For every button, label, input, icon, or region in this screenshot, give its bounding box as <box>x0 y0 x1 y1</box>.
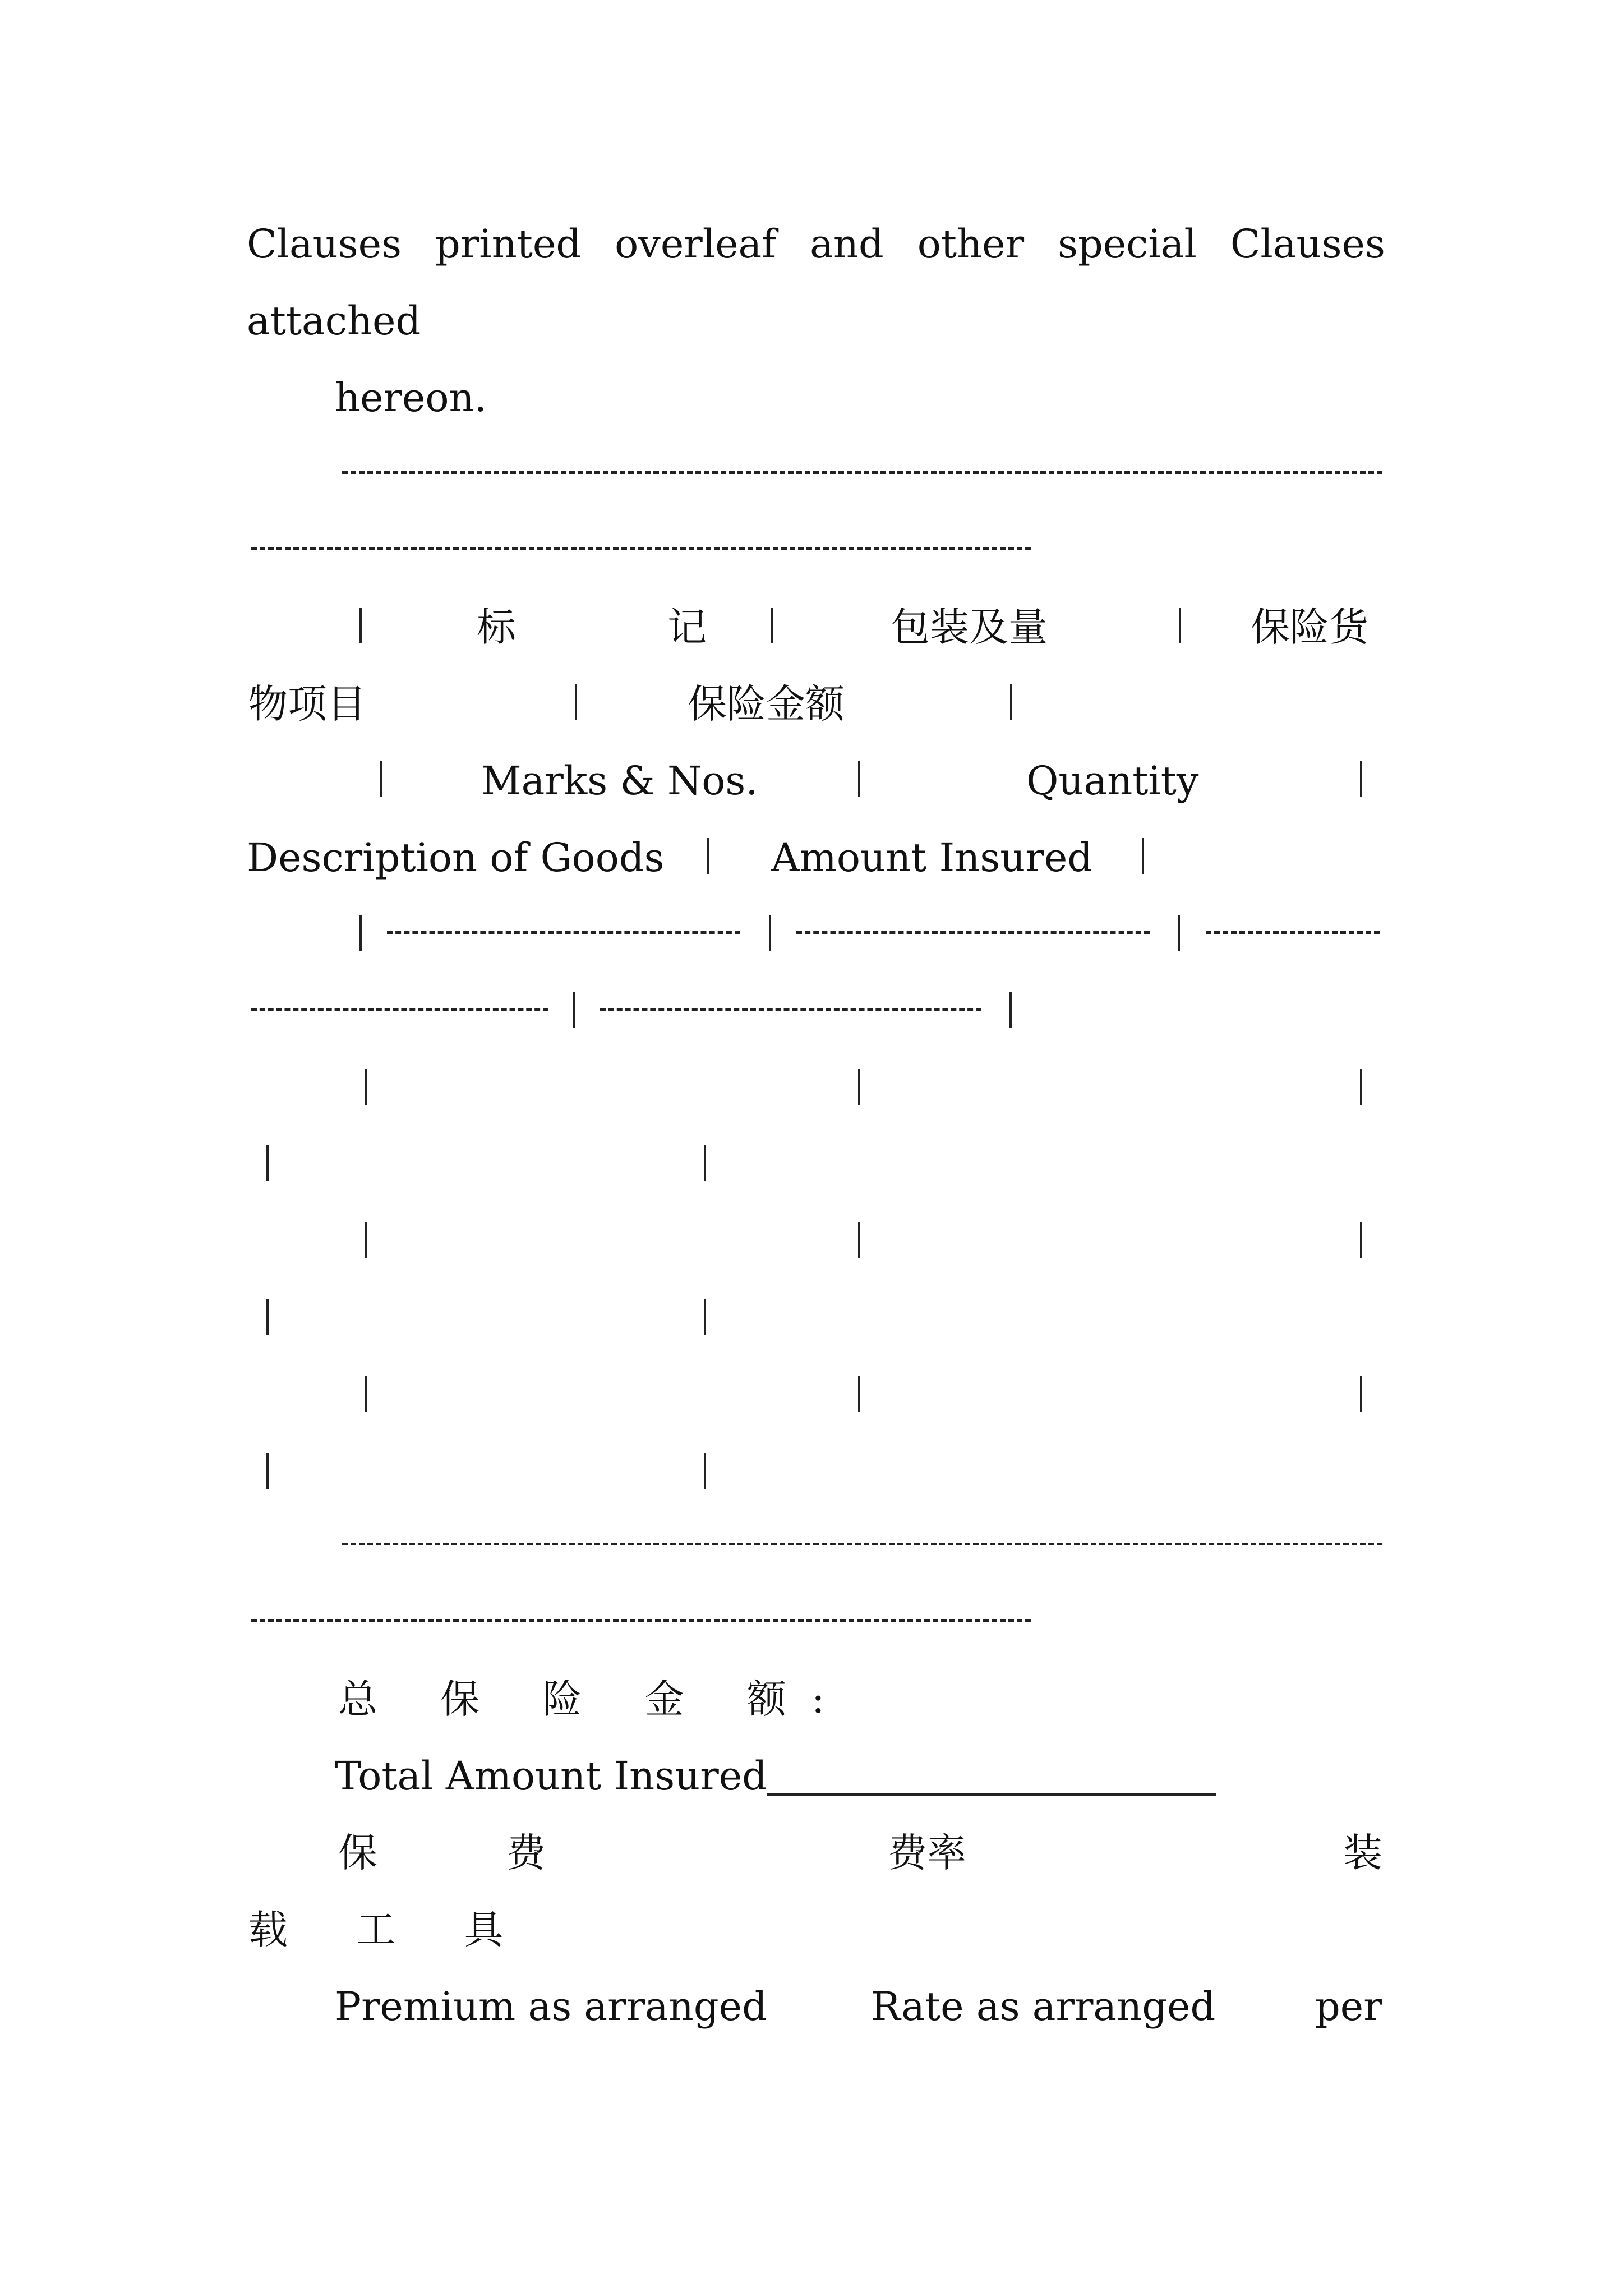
table-col-divider <box>1360 761 1362 797</box>
table-col-divider <box>1178 915 1180 951</box>
table-col-divider <box>365 1222 367 1258</box>
table-col-divider <box>704 1145 706 1181</box>
table-col-divider <box>1009 992 1012 1028</box>
rate-cn: 费率 <box>888 1830 966 1876</box>
intro-line-3: hereon. <box>335 375 487 421</box>
table-top-rule-b <box>251 547 1031 550</box>
header-separator-seg <box>600 1008 981 1011</box>
table-col-divider <box>707 838 709 874</box>
table-col-divider <box>359 608 362 643</box>
intro-line-2: attached <box>247 298 421 344</box>
header-cn-amount: 保险金额 <box>688 681 845 727</box>
table-col-divider <box>858 761 860 797</box>
total-insured-en: Total Amount Insured <box>335 1753 767 1799</box>
header-separator-seg <box>1206 931 1380 934</box>
table-col-divider <box>1142 838 1144 874</box>
intro-word: and <box>810 221 884 267</box>
table-col-divider <box>1010 684 1012 720</box>
intro-word: overleaf <box>615 221 777 267</box>
intro-line-1 <box>247 221 1385 267</box>
table-col-divider <box>573 992 575 1028</box>
header-separator-seg <box>387 931 740 934</box>
header-separator-seg <box>796 931 1150 934</box>
table-col-divider <box>359 915 362 951</box>
table-col-divider <box>266 1299 269 1335</box>
header-cn-packing: 包装及量 <box>891 604 1048 650</box>
table-col-divider <box>771 608 773 643</box>
intro-word: printed <box>435 221 582 267</box>
intro-word: Clauses <box>1230 221 1385 267</box>
header-separator-seg <box>251 1008 548 1011</box>
header-cn-goods-part1: 保险货 <box>1251 604 1368 650</box>
table-col-divider <box>858 1222 860 1258</box>
header-cn-goods-part2: 物项目 <box>248 681 366 727</box>
table-bottom-rule-b <box>251 1619 1031 1622</box>
premium-en: Premium as arranged <box>335 1984 767 2030</box>
table-col-divider <box>365 1069 367 1105</box>
table-col-divider <box>1179 608 1181 643</box>
header-en-amount: Amount Insured <box>771 835 1093 881</box>
conveyance-cn-part2: 载 工 具 <box>248 1907 532 1953</box>
intro-word: Clauses <box>247 221 402 267</box>
table-col-divider <box>858 1376 860 1412</box>
table-col-divider <box>266 1145 269 1181</box>
total-insured-cn: 总 保 险 金 额: <box>338 1676 850 1722</box>
table-col-divider <box>769 915 771 951</box>
per-en: per <box>1315 1984 1382 2030</box>
table-top-rule-a <box>342 471 1382 474</box>
table-col-divider <box>380 761 382 797</box>
table-col-divider <box>704 1299 706 1335</box>
header-en-quantity: Quantity <box>1026 758 1199 804</box>
header-en-description: Description of Goods <box>247 835 665 881</box>
table-bottom-rule-a <box>342 1543 1382 1545</box>
table-col-divider <box>266 1453 269 1489</box>
header-cn-marks: 标 记 <box>477 604 763 650</box>
table-col-divider <box>1360 1376 1362 1412</box>
table-col-divider <box>704 1453 706 1489</box>
header-en-marks: Marks & Nos. <box>481 758 758 804</box>
total-insured-blank <box>767 1761 1216 1796</box>
table-col-divider <box>365 1376 367 1412</box>
total-insured-en-line <box>335 1753 1216 1799</box>
intro-word: special <box>1058 221 1197 267</box>
table-col-divider <box>575 684 577 720</box>
intro-word: other <box>917 221 1025 267</box>
conveyance-cn-part1: 装 <box>1343 1830 1382 1876</box>
table-col-divider <box>1360 1069 1362 1105</box>
table-col-divider <box>858 1069 860 1105</box>
rate-en: Rate as arranged <box>871 1984 1216 2030</box>
table-col-divider <box>1360 1222 1362 1258</box>
premium-cn: 保 费 <box>338 1830 591 1876</box>
